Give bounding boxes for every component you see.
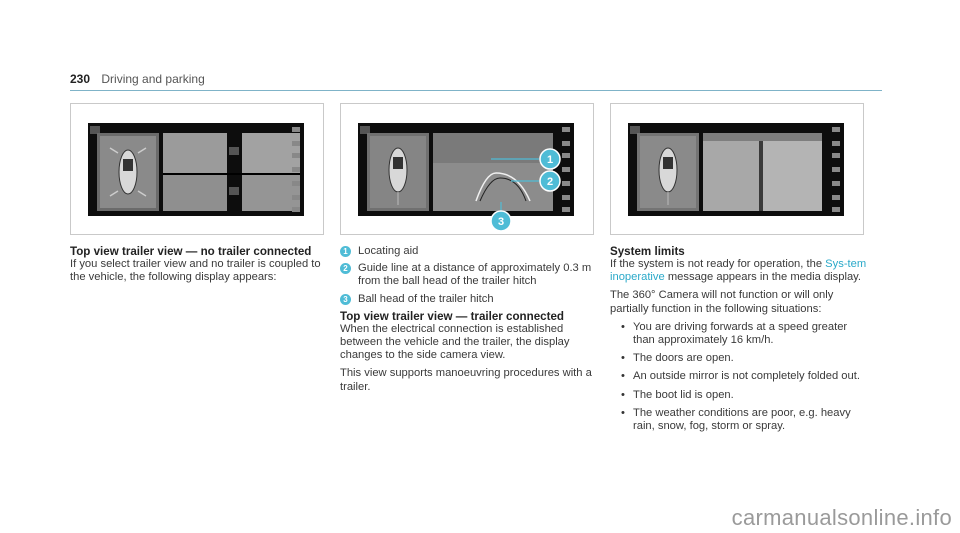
limits-list — [610, 321, 868, 433]
list-item: • An outside mirror is not completely folded out. — [623, 370, 868, 383]
legend-item-1 — [340, 245, 598, 258]
message-text-link[interactable]: Sys-tem inoperative — [610, 258, 867, 284]
callout-3 — [491, 211, 511, 231]
legend-text-2: Guide line at a distance of approximately 0.3 m from the ball head of the trailer hitch — [358, 262, 592, 288]
legend-number-3: 3 — [340, 294, 351, 305]
text-system-limits-1: If the system is not ready for operation, the Sys-tem inoperative message appears in the media display. — [610, 258, 867, 284]
text-trailer-connected-1: When the electrical connection is established between the vehicle and the trailer, the display changes to the side camera view. — [340, 322, 570, 362]
text-trailer-connected-2: This view supports manoeuvring procedures with a trailer. — [340, 367, 592, 393]
section-title: Driving and parking — [101, 72, 205, 86]
heading-trailer-connected: Top view trailer view — trailer connected — [340, 309, 565, 323]
column-system-limits — [610, 245, 868, 438]
legend-item-2 — [340, 262, 598, 288]
list-item: • The doors are open. — [623, 352, 868, 365]
text-no-trailer: If you select trailer view and no trailer is coupled to the vehicle, the following display appears: — [70, 258, 321, 284]
camera-screen — [88, 123, 304, 216]
column-trailer-connected — [340, 245, 598, 399]
list-item: • The boot lid is open. — [623, 389, 868, 402]
legend-text-3: Ball head of the trailer hitch — [358, 292, 494, 305]
watermark: carmanualsonline.info — [731, 505, 952, 530]
column-no-trailer — [70, 245, 328, 289]
text-system-limits-2: The 360° Camera will not function or will only partially function in the following situations: — [610, 289, 834, 315]
callout-2 — [540, 171, 560, 191]
legend-number-1: 1 — [340, 246, 351, 257]
page-number: 230 — [70, 72, 91, 86]
legend-number-2: 2 — [340, 263, 351, 274]
svg-text:3: 3 — [497, 216, 505, 228]
page-header — [70, 72, 882, 91]
heading-system-limits: System limits — [610, 245, 685, 258]
legend-text-1: Locating aid — [358, 245, 419, 257]
list-item: • You are driving forwards at a speed greater than approximately 16 km/h. — [623, 321, 868, 347]
list-item: • The weather conditions are poor, e.g. heavy rain, snow, fog, storm or spray. — [623, 407, 868, 433]
figure-side-camera-view — [610, 103, 864, 235]
heading-no-trailer: Top view trailer view — no trailer connected — [70, 245, 312, 258]
svg-text:1: 1 — [546, 154, 554, 166]
legend-item-3 — [340, 293, 598, 306]
figure-trailer-view — [340, 103, 594, 235]
figure-top-view-no-trailer — [70, 103, 324, 235]
svg-text:2: 2 — [546, 176, 554, 188]
callout-1 — [540, 149, 560, 169]
camera-screen — [628, 123, 844, 216]
